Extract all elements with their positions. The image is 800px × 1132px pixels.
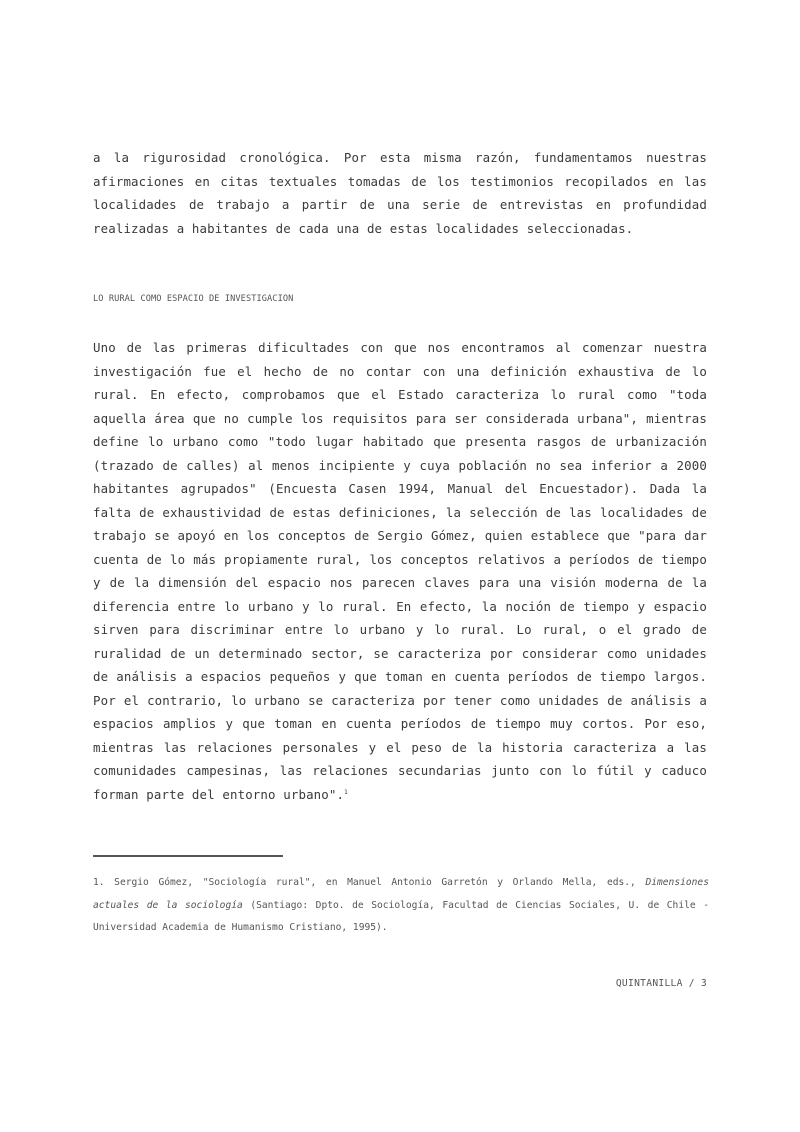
footnote-book-title: Dimensiones actuales de la sociología	[93, 877, 709, 911]
main-paragraph	[93, 336, 707, 806]
intro-paragraph: a la rigurosidad cronológica. Por esta misma razón, fundamentamos nuestras afirmaciones en citas textuales tomadas de los testimonios recopilados en las localidades de trabajo a partir de una serie de entrevistas en profundidad realizadas a habitantes de cada una de estas localidades seleccionadas.	[93, 150, 707, 236]
section-heading: LO RURAL COMO ESPACIO DE INVESTIGACION	[93, 294, 294, 304]
running-footer: QUINTANILLA / 3	[615, 978, 707, 989]
footnote	[93, 872, 709, 940]
footnote-reference[interactable]: 1	[344, 788, 348, 796]
footnote-text-after: (Santiago: Dpto. de Sociología, Facultad de Ciencias Sociales, U. de Chile - Universidad Academia de Humanismo Cristiano, 1995).	[93, 899, 710, 933]
footnote-text-before: 1. Sergio Gómez, "Sociología rural", en Manuel Antonio Garretón y Orlando Mella, eds.,	[93, 877, 646, 888]
footnote-divider	[93, 855, 283, 857]
main-paragraph-text: Uno de las primeras dificultades con que nos encontramos al comenzar nuestra investigación fue el hecho de no contar con una definición exhaustiva de lo rural. En efecto, comprobamos que el Estado caracteriza lo rural como "toda aquella área que no cumple los requisitos para ser considerada urbana", mientras define lo urbano como "todo lugar habitado que presenta rasgos de urbanización (trazado de calles) al menos incipiente y cuya población no sea inferior a 2000 habitantes agrupados" (Encuesta Casen 1994, Manual del Encuestador). Dada la falta de exhaustividad de estas definiciones, la selección de las localidades de trabajo se apoyó en los conceptos de Sergio Gómez, quien establece que "para dar cuenta de lo más propiamente rural, los conceptos relativos a períodos de tiempo y de la dimensión del espacio nos parecen claves para una visión moderna de la diferencia entre lo urbano y lo rural. En efecto, la noción de tiempo y espacio sirven para discriminar entre lo urbano y lo rural. Lo rural, o el grado de ruralidad de un determinado sector, se caracteriza por considerar como unidades de análisis a espacios pequeños y que toman en cuenta períodos de tiempo largos. Por el contrario, lo urbano se caracteriza por tener como unidades de análisis a espacios amplios y que toman en cuenta períodos de tiempo muy cortos. Por eso, mientras las relaciones personales y el peso de la historia caracteriza a las comunidades campesinas, las relaciones secundarias junto con lo fútil y caduco forman parte del entorno urbano".	[93, 340, 707, 802]
